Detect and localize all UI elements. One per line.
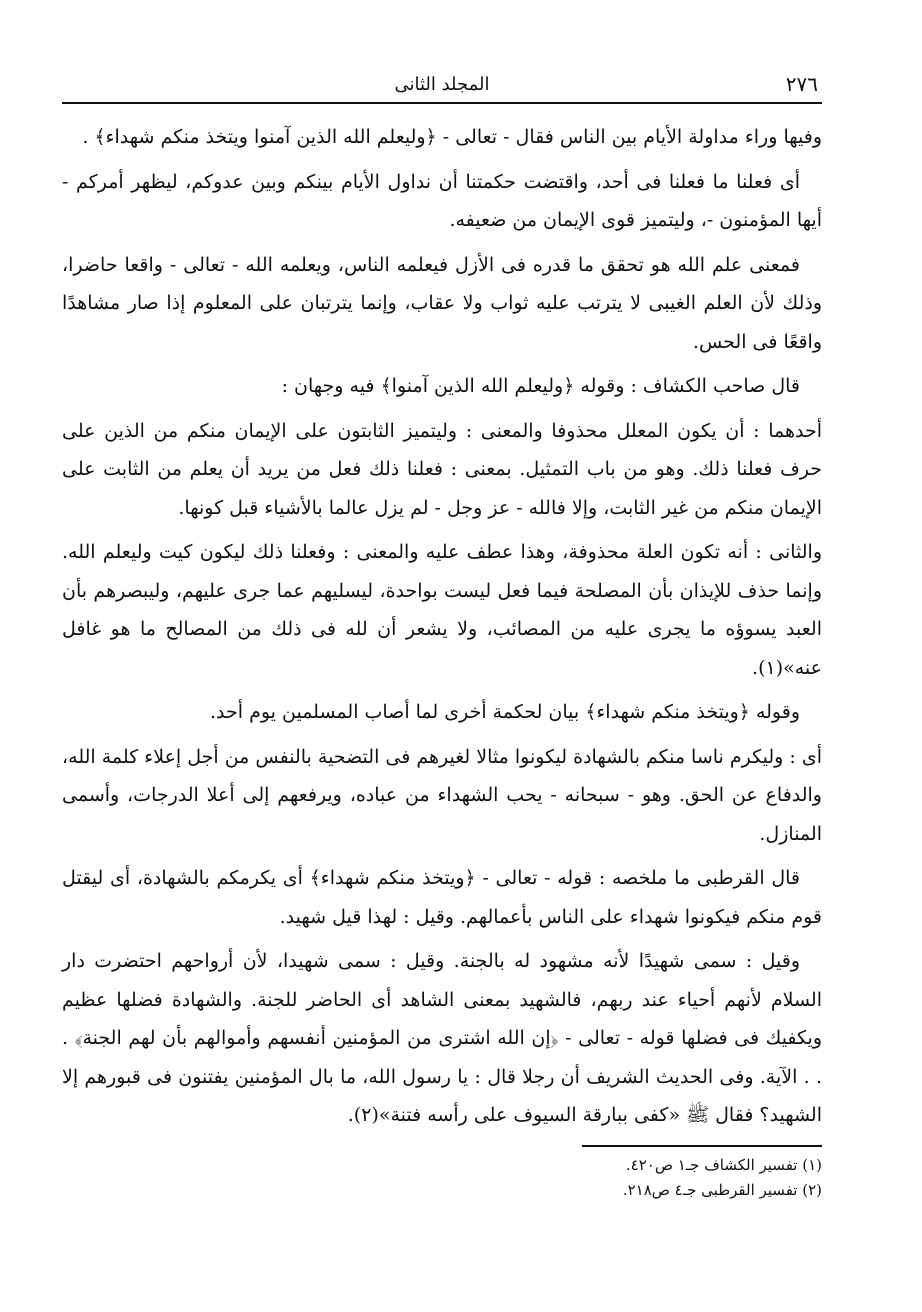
footnote: (٢) تفسير القرطبى جـ٤ ص٢١٨. — [622, 1180, 822, 1199]
paragraph: أى : وليكرم ناسا منكم بالشهادة ليكونوا مثالا لغيرهم فى التضحية بالنفس من أجل إعلاء كلمة الله، والدفاع عن الحق. وهو - سبحانه - يحب الشهداء من عباده، ويرفعهم إلى أعلا الدرجات، وأسمى المنازل. — [62, 745, 822, 845]
paragraph: قال صاحب الكشاف : وقوله ﴿وليعلم الله الذين آمنوا﴾ فيه وجهان : — [281, 375, 800, 397]
page-number: ٢٧٦ — [785, 72, 818, 96]
page-header — [62, 66, 822, 104]
main-text — [62, 118, 822, 1135]
paragraph: والثانى : أنه تكون العلة محذوفة، وهذا عطف عليه والمعنى : وفعلنا ذلك ليكون كيت وليعلم الله. وإنما حذف للإيذان بأن المصلحة فيما فعل ليست بواحدة، ليسليهم عما جرى عليهم، وليبصرهم بأن العبد يسوؤه ما يجرى عليه من المصائب، ولا يشعر أن لله فى ذلك من المصالح ما هو غافل عنه»(١). — [62, 541, 822, 679]
footnotes — [62, 1153, 822, 1203]
paragraph: أحدهما : أن يكون المعلل محذوفا والمعنى : وليتميز الثابتون على الإيمان منكم من الذين على حرف فعلنا ذلك. وهو من باب التمثيل. بمعنى : فعلنا ذلك فعل من يريد أن يعلم من الثابت على الإيمان منكم من غير الثابت، وإلا فالله - عز وجل - لم يزل عالما بالأشياء قبل كونها. — [62, 419, 822, 519]
paragraph: وقيل : سمى شهيدًا لأنه مشهود له بالجنة. وقيل : سمى شهيدا، لأن أرواحهم احتضرت دار السلام لأنهم أحياء عند ربهم، فالشهيد بمعنى الشاهد أى الحاضر للجنة. والشهادة فضلها عظيم ويكفيك فى فضلها قوله - تعالى - ﴿إن الله اشترى من المؤمنين أنفسهم وأموالهم بأن لهم الجنة﴾ . . . الآية. وفى الحديث الشريف أن رجلا قال : يا رسول الله، ما بال المؤمنين يفتنون فى قبورهم إلا الشهيد؟ فقال ﷺ «كفى ببارقة السيوف على رأسه فتنة»(٢). — [62, 950, 822, 1126]
paragraph: قال القرطبى ما ملخصه : قوله - تعالى - ﴿ويتخذ منكم شهداء﴾ أى يكرمكم بالشهادة، أى ليقتل قوم منكم فيكونوا شهداء على الناس بأعمالهم. وقيل : لهذا قيل شهيد. — [62, 867, 822, 928]
footnote-divider — [582, 1145, 822, 1147]
volume-title: المجلد الثانى — [394, 74, 490, 95]
book-page — [62, 66, 822, 1266]
paragraph: وفيها وراء مداولة الأيام بين الناس فقال - تعالى - ﴿وليعلم الله الذين آمنوا ويتخذ منكم شهداء﴾ . — [82, 126, 822, 148]
paragraph: أى فعلنا ما فعلنا فى أحد، واقتضت حكمتنا أن نداول الأيام بينكم وبين عدوكم، ليظهر أمركم - أيها المؤمنون -، وليتميز قوى الإيمان من ضعيفه. — [62, 170, 822, 231]
paragraph: وقوله ﴿ويتخذ منكم شهداء﴾ بيان لحكمة أخرى لما أصاب المسلمين يوم أحد. — [210, 701, 800, 723]
paragraph: فمعنى علم الله هو تحقق ما قدره فى الأزل فيعلمه الناس، ويعلمه الله - تعالى - واقعا حاضرا، وذلك لأن العلم الغيبى لا يترتب عليه ثواب ولا عقاب، وإنما يترتبان على المعلوم إذا صار مشاهدًا واقعًا فى الحس. — [62, 253, 822, 353]
footnote: (١) تفسير الكشاف جـ١ ص٤٢٠. — [625, 1155, 822, 1174]
